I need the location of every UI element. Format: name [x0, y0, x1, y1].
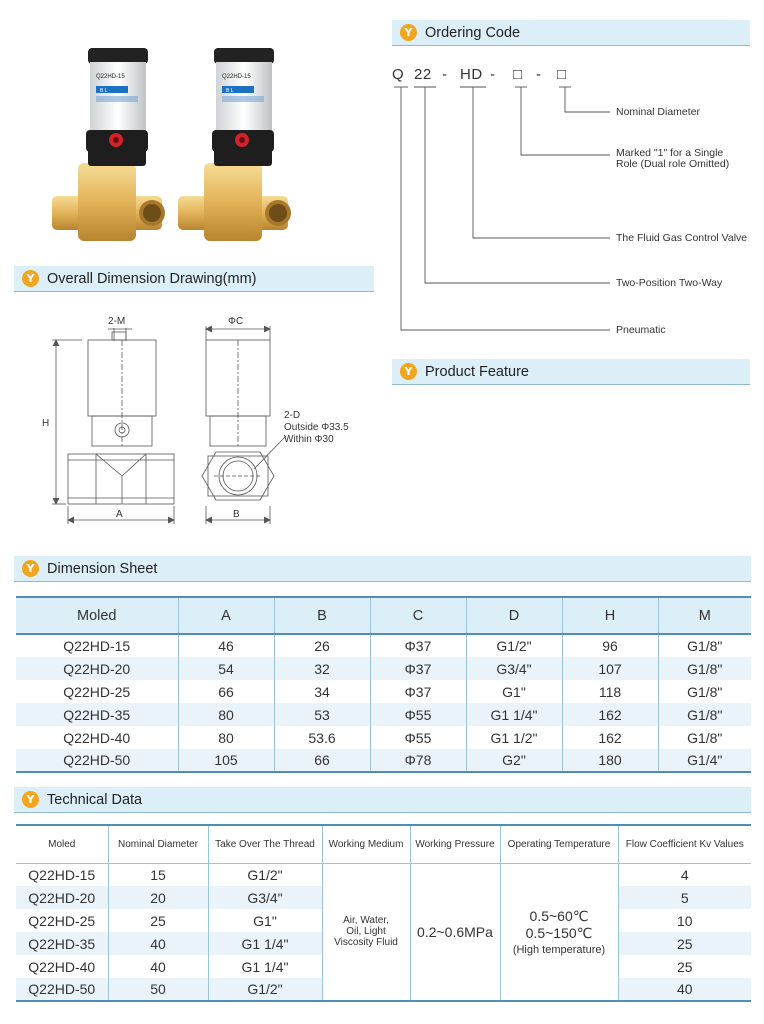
table-cell: G1/2"	[208, 978, 322, 1001]
table-cell: 118	[562, 680, 658, 703]
table-header-row	[16, 597, 751, 634]
temperature-note: (High temperature)	[512, 943, 606, 956]
table-cell: 40	[108, 932, 208, 955]
table-row	[16, 863, 751, 886]
table-cell: 5	[618, 886, 751, 909]
table-row	[16, 657, 751, 680]
table-cell: 20	[108, 886, 208, 909]
section-header-overall-dimension	[14, 266, 374, 292]
working-medium-line: Oil, Light	[346, 926, 386, 938]
y-bullet-icon: Y	[22, 791, 39, 808]
table-cell: G1/2"	[208, 863, 322, 886]
table-cell: G1/8"	[658, 680, 751, 703]
column-header: M	[658, 597, 751, 634]
table-cell: G1/4"	[658, 749, 751, 772]
table-row	[16, 634, 751, 657]
table-cell: 25	[618, 932, 751, 955]
table-cell: 40	[618, 978, 751, 1001]
table-cell: Φ37	[370, 634, 466, 657]
label-single-role-1: Marked "1" for a Single	[616, 147, 724, 159]
column-header: Moled	[16, 597, 178, 634]
column-header: Working Medium	[322, 825, 410, 863]
svg-text:H: H	[42, 418, 50, 429]
valve-image-1	[52, 48, 165, 241]
table-cell: 50	[108, 978, 208, 1001]
svg-text:B: B	[233, 509, 240, 520]
table-cell: 53.6	[274, 726, 370, 749]
table-cell: G1/8"	[658, 657, 751, 680]
table-cell: 34	[274, 680, 370, 703]
column-header: A	[178, 597, 274, 634]
table-cell: 66	[274, 749, 370, 772]
side-view	[202, 316, 349, 524]
label-two-position: Two-Position Two-Way	[616, 277, 723, 289]
table-cell: 46	[178, 634, 274, 657]
table-cell: 80	[178, 726, 274, 749]
table-cell: 53	[274, 703, 370, 726]
label-pneumatic: Pneumatic	[616, 324, 666, 336]
technical-data-table	[16, 824, 751, 1002]
code-part-22: 22	[414, 66, 432, 83]
section-title: Dimension Sheet	[47, 560, 158, 577]
label-single-role-2: Role (Dual role Omitted)	[616, 158, 730, 170]
valve-model-label: Q22HD-15	[222, 74, 251, 80]
table-cell: G2"	[466, 749, 562, 772]
code-part-box-diameter: □	[557, 66, 567, 83]
table-cell: 26	[274, 634, 370, 657]
section-title: Ordering Code	[425, 24, 521, 41]
table-cell: Q22HD-20	[16, 886, 108, 909]
valve-model-label: Q22HD-15	[96, 74, 125, 80]
table-cell: G1 1/4"	[208, 932, 322, 955]
table-cell: G1/8"	[658, 726, 751, 749]
table-cell: Q22HD-50	[16, 749, 178, 772]
product-photo	[50, 38, 310, 253]
column-header: Working Pressure	[410, 825, 500, 863]
working-medium-cell	[322, 863, 410, 1001]
code-part-dash: -	[442, 66, 448, 83]
column-header: H	[562, 597, 658, 634]
table-cell: G1/8"	[658, 634, 751, 657]
code-part-box-role: □	[513, 66, 523, 83]
section-header-dimension-sheet	[14, 556, 751, 582]
table-cell: 4	[618, 863, 751, 886]
table-cell: 15	[108, 863, 208, 886]
table-cell: 32	[274, 657, 370, 680]
table-cell: Q22HD-25	[63, 683, 131, 700]
y-bullet-icon: Y	[400, 24, 417, 41]
valve-brand-label: B L	[226, 88, 234, 94]
section-header-ordering-code	[392, 20, 750, 46]
y-bullet-icon: Y	[22, 270, 39, 287]
column-header: C	[370, 597, 466, 634]
table-cell: 10	[618, 909, 751, 932]
operating-temperature-cell	[500, 863, 618, 1001]
table-cell: Q22HD-50	[16, 978, 108, 1001]
table-cell: Q22HD-35	[16, 703, 178, 726]
code-part-hd: HD	[460, 66, 483, 83]
column-header: B	[274, 597, 370, 634]
table-cell: G1/8"	[658, 703, 751, 726]
working-medium-line: Viscosity Fluid	[334, 937, 398, 949]
table-cell: G1"	[208, 909, 322, 932]
svg-text:Outside Φ33.5: Outside Φ33.5	[284, 422, 349, 433]
table-cell: 162	[562, 726, 658, 749]
table-cell: 180	[562, 749, 658, 772]
section-header-product-feature	[392, 359, 750, 385]
table-cell: Φ55	[370, 703, 466, 726]
dimension-sheet-table	[16, 596, 751, 773]
working-pressure-cell: 0.2~0.6MPa	[410, 863, 500, 1001]
table-row	[16, 680, 751, 703]
section-title: Technical Data	[47, 791, 143, 808]
table-cell: Q22HD-25	[28, 912, 96, 929]
column-header: Flow Coefficient Kv Values	[618, 825, 751, 863]
table-cell: Φ78	[370, 749, 466, 772]
table-cell: 25	[618, 955, 751, 978]
table-cell: 40	[108, 955, 208, 978]
section-title: Overall Dimension Drawing(mm)	[47, 270, 257, 287]
label-fluid-gas-valve: The Fluid Gas Control Valve	[616, 232, 748, 244]
table-cell: 107	[562, 657, 658, 680]
table-cell: G1/2"	[466, 634, 562, 657]
table-cell: Q22HD-40	[63, 729, 131, 746]
column-header: D	[466, 597, 562, 634]
front-view	[42, 316, 174, 524]
table-cell: Φ37	[370, 680, 466, 703]
table-cell: G1 1/4"	[466, 703, 562, 726]
y-bullet-icon: Y	[400, 363, 417, 380]
svg-text:A: A	[116, 509, 123, 520]
table-cell: 80	[178, 703, 274, 726]
table-cell: Φ55	[370, 726, 466, 749]
section-header-technical-data	[14, 787, 751, 813]
column-header: Nominal Diameter	[108, 825, 208, 863]
column-header: Operating Temperature	[500, 825, 618, 863]
code-part-q: Q	[392, 66, 405, 83]
label-nominal-diameter: Nominal Diameter	[616, 106, 701, 118]
table-cell: 162	[562, 703, 658, 726]
table-header-row	[16, 825, 751, 863]
table-cell: 25	[108, 909, 208, 932]
table-row	[16, 726, 751, 749]
svg-text:ΦC: ΦC	[228, 316, 244, 327]
table-cell: 96	[562, 634, 658, 657]
table-cell: Q22HD-20	[16, 657, 178, 680]
code-part-dash: -	[490, 66, 496, 83]
temperature-line: 0.5~150℃	[525, 924, 593, 941]
table-cell: Q22HD-15	[28, 866, 96, 883]
ordering-leader-lines	[390, 60, 760, 350]
table-cell: G3/4"	[466, 657, 562, 680]
y-bullet-icon: Y	[22, 560, 39, 577]
column-header: Take Over The Thread	[208, 825, 322, 863]
table-cell: G1"	[466, 680, 562, 703]
table-cell: G1 1/2"	[466, 726, 562, 749]
table-cell: 54	[178, 657, 274, 680]
table-cell: Q22HD-35	[16, 932, 108, 955]
table-cell: Q22HD-40	[28, 958, 96, 975]
working-medium-line: Air, Water,	[343, 915, 389, 927]
table-row	[16, 703, 751, 726]
valve-image-2	[178, 48, 291, 241]
valve-brand-label: B L	[100, 88, 108, 94]
ordering-code-diagram	[390, 60, 760, 350]
column-header: Moled	[16, 825, 108, 863]
table-cell: Q22HD-15	[63, 638, 131, 654]
svg-text:Within Φ30: Within Φ30	[284, 434, 334, 445]
table-row	[16, 749, 751, 772]
dimension-drawing	[38, 306, 378, 536]
svg-text:2-D: 2-D	[284, 410, 301, 421]
table-cell: G3/4"	[208, 886, 322, 909]
table-cell: 105	[178, 749, 274, 772]
table-cell: G1 1/4"	[208, 955, 322, 978]
temperature-line: 0.5~60℃	[529, 907, 589, 924]
table-cell: Φ37	[370, 657, 466, 680]
svg-text:2-M: 2-M	[108, 316, 126, 327]
table-cell: 66	[178, 680, 274, 703]
section-title: Product Feature	[425, 363, 529, 380]
code-part-dash: -	[536, 66, 542, 83]
